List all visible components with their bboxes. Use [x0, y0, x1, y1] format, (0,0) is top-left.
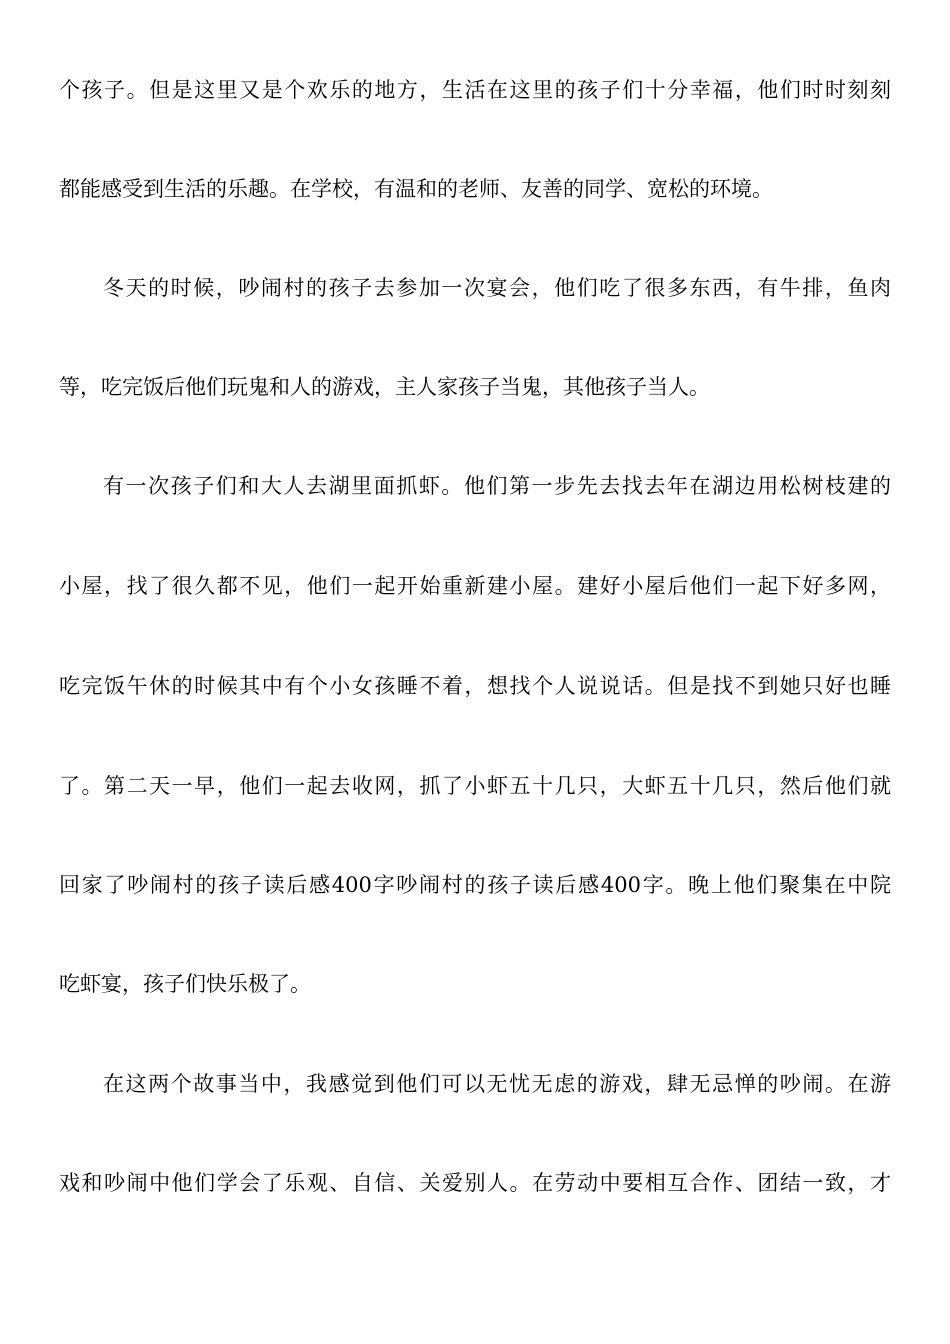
text-line: 吃虾宴，孩子们快乐极了。 [59, 972, 311, 996]
text-line: 个孩子。但是这里又是个欢乐的地方，生活在这里的孩子们十分幸福，他们时时刻刻 [59, 78, 891, 102]
text-line: 在这两个故事当中，我感觉到他们可以无忧无虑的游戏，肆无忌惮的吵闹。在游 [103, 1072, 891, 1096]
text-line: 等，吃完饭后他们玩鬼和人的游戏，主人家孩子当鬼，其他孩子当人。 [59, 375, 710, 399]
text-line: 有一次孩子们和大人去湖里面抓虾。他们第一步先去找去年在湖边用松树枝建的 [103, 474, 891, 498]
text-line: 戏和吵闹中他们学会了乐观、自信、关爱别人。在劳动中要相互合作、团结一致，才 [59, 1171, 891, 1195]
text-line: 冬天的时候，吵闹村的孩子去参加一次宴会，他们吃了很多东西，有牛排，鱼肉 [103, 276, 891, 300]
text-line: 了。第二天一早，他们一起去收网，抓了小虾五十几只，大虾五十几只，然后他们就 [59, 774, 891, 798]
text-line: 都能感受到生活的乐趣。在学校，有温和的老师、友善的同学、宽松的环境。 [59, 177, 773, 201]
text-line: 吃完饭午休的时候其中有个小女孩睡不着，想找个人说说话。但是找不到她只好也睡 [59, 674, 891, 698]
text-line: 小屋，找了很久都不见，他们一起开始重新建小屋。建好小屋后他们一起下好多网， [59, 574, 891, 598]
text-line: 回家了吵闹村的孩子读后感400字吵闹村的孩子读后感400字。晚上他们聚集在中院 [59, 873, 891, 897]
